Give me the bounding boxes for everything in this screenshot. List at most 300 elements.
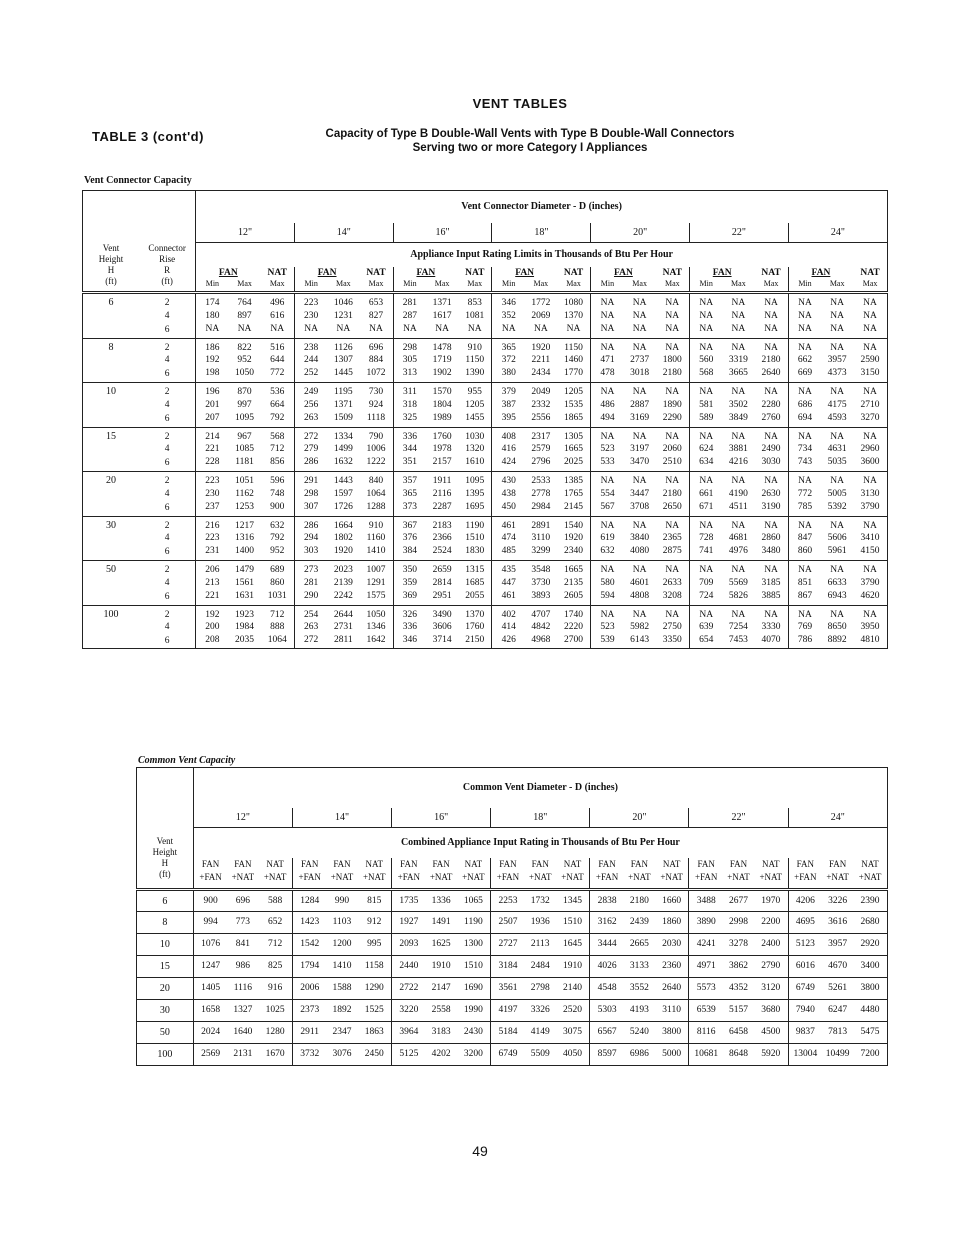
- value-cell: 2630: [761, 488, 781, 499]
- value-cell: 281: [294, 577, 327, 590]
- value-cell: 1327: [227, 1000, 258, 1022]
- table-row: [137, 1000, 888, 1022]
- blank-left-diameters: [137, 808, 194, 828]
- value-cell: 851: [788, 577, 821, 590]
- value-cell: 1080: [564, 298, 584, 308]
- value-cell: 3075: [556, 1022, 590, 1044]
- value-cell: NA: [294, 322, 327, 338]
- value-cell: 1927: [392, 912, 426, 934]
- value-cell: NA: [731, 565, 746, 575]
- value-cell: NA: [665, 520, 680, 531]
- value-cell: 2920: [853, 934, 887, 956]
- value-cell: 13004: [788, 1044, 822, 1066]
- fan-header: [591, 267, 656, 279]
- value-cell: 1510: [465, 533, 485, 543]
- value-cell: 2180: [761, 355, 781, 365]
- value-cell: 1525: [357, 1000, 391, 1022]
- value-cell: 4601: [630, 577, 650, 588]
- value-cell: 1162: [235, 488, 254, 499]
- combo-header-top: FAN: [590, 858, 624, 872]
- value-cell: 860: [788, 545, 821, 561]
- value-cell: 198: [196, 367, 229, 383]
- value-cell: 560: [690, 354, 723, 367]
- value-cell: 2644: [333, 609, 353, 620]
- value-cell: 3950: [860, 622, 880, 632]
- value-cell: 4190: [728, 488, 748, 499]
- vent-height-label-line: (ft): [159, 869, 171, 879]
- value-cell: NA: [788, 338, 821, 354]
- value-cell: 867: [788, 589, 821, 605]
- vent-height-label-line: Vent: [156, 836, 174, 846]
- value-cell: 3480: [754, 545, 788, 561]
- value-cell: 580: [591, 577, 624, 590]
- value-cell: 4670: [822, 956, 853, 978]
- value-cell: 847: [788, 532, 821, 545]
- value-cell: 2253: [491, 890, 525, 912]
- value-cell: 367: [393, 516, 426, 532]
- value-cell: 3133: [624, 956, 655, 978]
- value-cell: 379: [492, 383, 525, 399]
- value-cell: 2484: [525, 956, 556, 978]
- value-cell: NA: [591, 561, 624, 577]
- value-cell: 230: [294, 310, 327, 323]
- min-max-header: Min: [393, 279, 426, 293]
- vent-height-label-line: H: [161, 858, 169, 868]
- value-cell: NA: [764, 310, 778, 321]
- nat-header: NAT: [366, 267, 386, 278]
- value-cell: 764: [237, 298, 252, 308]
- value-cell: 2710: [860, 399, 880, 410]
- value-cell: 1802: [333, 533, 353, 543]
- value-cell: 2139: [333, 577, 353, 588]
- value-cell: 3185: [761, 577, 781, 588]
- value-cell: 3326: [525, 1000, 556, 1022]
- value-cell: 6943: [821, 589, 853, 605]
- value-cell: 1865: [557, 411, 591, 427]
- combo-header-top: NAT: [861, 859, 879, 869]
- table-row: [83, 338, 888, 354]
- value-cell: 3470: [624, 456, 656, 472]
- value-cell: 1989: [426, 411, 458, 427]
- value-cell: 1499: [333, 444, 353, 454]
- value-cell: 3030: [754, 456, 788, 472]
- diameter-4: 20": [591, 223, 690, 243]
- combo-header-bottom: +FAN: [788, 872, 822, 890]
- value-cell: 287: [393, 310, 426, 323]
- value-cell: 5035: [821, 456, 853, 472]
- value-cell: 3278: [723, 934, 754, 956]
- value-cell: NA: [591, 516, 624, 532]
- value-cell: 1370: [564, 310, 584, 321]
- value-cell: 1719: [432, 355, 452, 365]
- value-cell: 4620: [853, 589, 887, 605]
- value-cell: 1772: [531, 298, 551, 308]
- value-cell: 4695: [788, 912, 822, 934]
- table-row: [83, 532, 888, 545]
- value-cell: 313: [393, 367, 426, 383]
- value-cell: 5157: [723, 1000, 754, 1022]
- value-cell: 581: [690, 399, 723, 412]
- value-cell: 369: [393, 589, 426, 605]
- value-cell: 6247: [822, 1000, 853, 1022]
- value-cell: 632: [591, 545, 624, 561]
- value-cell: NA: [690, 310, 723, 323]
- value-cell: 3220: [392, 1000, 426, 1022]
- connector-rise-label-line: Connector: [148, 243, 186, 253]
- value-cell: 3299: [525, 545, 557, 561]
- value-cell: NA: [690, 338, 723, 354]
- value-cell: NA: [764, 387, 778, 397]
- value-cell: 1910: [426, 956, 457, 978]
- value-cell: 4971: [689, 956, 723, 978]
- min-max-header: Max: [821, 279, 853, 293]
- value-cell: NA: [632, 609, 647, 620]
- value-cell: 652: [258, 912, 292, 934]
- value-cell: 3890: [689, 912, 723, 934]
- value-cell: NA: [690, 472, 723, 488]
- combo-header-bottom: +NAT: [723, 872, 754, 890]
- value-cell: NA: [788, 472, 821, 488]
- fan-header-text: FAN: [613, 267, 633, 278]
- fan-header-text: FAN: [218, 267, 238, 278]
- value-cell: 1685: [465, 577, 485, 588]
- value-cell: 619: [591, 532, 624, 545]
- value-cell: 3606: [432, 622, 452, 632]
- min-max-header: Max: [525, 279, 557, 293]
- value-cell: 741: [690, 545, 723, 561]
- vent-height-cell: 8: [83, 338, 140, 383]
- combo-header-top: NAT: [365, 859, 383, 869]
- value-cell: 2055: [458, 589, 492, 605]
- value-cell: 1371: [432, 298, 452, 308]
- value-cell: 2450: [364, 1049, 384, 1060]
- min-max-header: Max: [656, 279, 690, 293]
- value-cell: 1007: [366, 565, 386, 575]
- value-cell: 616: [270, 310, 285, 321]
- value-cell: 10499: [825, 1049, 850, 1060]
- diameter-header: Common Vent Diameter - D (inches): [462, 782, 618, 794]
- value-cell: 8597: [590, 1044, 624, 1066]
- value-cell: 1390: [458, 367, 492, 383]
- value-cell: 298: [393, 338, 426, 354]
- value-cell: 523: [591, 443, 624, 456]
- value-cell: 3110: [531, 533, 551, 543]
- value-cell: 3840: [630, 533, 650, 543]
- table-label: TABLE 3 (cont'd): [92, 129, 204, 144]
- value-cell: 325: [393, 411, 426, 427]
- fan-header-text: FAN: [416, 267, 436, 278]
- table-row: [83, 621, 888, 634]
- value-cell: 1050: [366, 609, 386, 620]
- value-cell: 1640: [227, 1022, 258, 1044]
- value-cell: NA: [863, 431, 877, 442]
- value-cell: 1072: [359, 367, 393, 383]
- value-cell: 1158: [357, 956, 391, 978]
- value-cell: NA: [665, 342, 680, 353]
- value-cell: 4810: [860, 634, 880, 645]
- value-cell: 1031: [261, 589, 295, 605]
- value-cell: 336: [393, 621, 426, 634]
- value-cell: 2650: [656, 500, 690, 516]
- value-cell: 2145: [557, 500, 591, 516]
- value-cell: 897: [237, 310, 252, 321]
- value-cell: 196: [205, 387, 220, 397]
- table-row: [83, 399, 888, 412]
- value-cell: 910: [368, 520, 384, 531]
- value-cell: 632: [270, 520, 285, 531]
- value-cell: 223: [294, 293, 327, 310]
- value-cell: NA: [665, 387, 680, 397]
- value-cell: NA: [591, 383, 624, 399]
- value-cell: 6986: [629, 1049, 649, 1060]
- value-cell: 496: [270, 298, 285, 308]
- rise-cell: 2: [139, 516, 196, 532]
- combo-header-bottom: +NAT: [457, 872, 491, 890]
- value-cell: 5826: [722, 589, 754, 605]
- value-cell: 734: [788, 443, 821, 456]
- value-cell: 3184: [491, 956, 525, 978]
- value-cell: 5125: [392, 1044, 426, 1066]
- rise-cell: 6: [139, 500, 196, 516]
- value-cell: 2633: [662, 577, 682, 588]
- value-cell: 4808: [624, 589, 656, 605]
- value-cell: 2340: [557, 545, 591, 561]
- vent-height-cell: 50: [137, 1022, 194, 1044]
- fan-header: [393, 267, 458, 279]
- value-cell: 1740: [564, 609, 584, 620]
- value-cell: NA: [665, 310, 680, 321]
- value-cell: 207: [196, 411, 229, 427]
- value-cell: 3561: [491, 978, 525, 1000]
- value-cell: 7453: [728, 634, 748, 645]
- value-cell: 1632: [327, 456, 359, 472]
- value-cell: 387: [492, 399, 525, 412]
- nat-header: NAT: [662, 267, 682, 278]
- fan-nat-row: [83, 267, 888, 279]
- value-cell: 424: [492, 456, 525, 472]
- value-cell: 536: [270, 387, 285, 397]
- value-cell: NA: [863, 310, 877, 321]
- value-cell: 2737: [630, 355, 650, 365]
- rise-cell: 4: [139, 354, 196, 367]
- combo-header-bottom: +NAT: [624, 872, 655, 890]
- value-cell: 2147: [426, 978, 457, 1000]
- value-cell: NA: [591, 605, 624, 621]
- value-cell: 3270: [853, 411, 887, 427]
- value-cell: 5961: [821, 545, 853, 561]
- value-cell: 3957: [827, 355, 847, 365]
- value-cell: 8892: [827, 634, 847, 645]
- value-cell: 180: [205, 310, 220, 321]
- value-cell: 4548: [590, 978, 624, 1000]
- value-cell: 696: [227, 890, 258, 912]
- value-cell: 3190: [754, 500, 788, 516]
- value-cell: 5303: [590, 1000, 624, 1022]
- table-row: [83, 634, 888, 649]
- value-cell: 402: [492, 605, 525, 621]
- value-cell: 2605: [557, 589, 591, 605]
- value-cell: 4149: [525, 1022, 556, 1044]
- table-subtitle: [300, 127, 760, 155]
- value-cell: 3502: [728, 399, 748, 410]
- table-row: [83, 605, 888, 621]
- value-cell: 2569: [201, 1049, 221, 1060]
- value-cell: 790: [368, 431, 384, 442]
- diameter-4: 20": [590, 808, 689, 828]
- value-cell: 661: [690, 488, 723, 501]
- value-cell: 900: [193, 890, 227, 912]
- value-cell: 7813: [822, 1022, 853, 1044]
- value-cell: 5982: [630, 622, 650, 632]
- value-cell: 3800: [655, 1022, 689, 1044]
- value-cell: 884: [368, 355, 384, 365]
- value-cell: 827: [368, 310, 384, 321]
- value-cell: 3790: [860, 577, 880, 588]
- value-cell: 263: [294, 621, 327, 634]
- value-cell: 1085: [235, 444, 255, 454]
- fan-header: [196, 267, 261, 279]
- value-cell: 3490: [432, 609, 452, 620]
- value-cell: 4206: [788, 890, 822, 912]
- value-cell: 5005: [827, 488, 847, 499]
- rise-cell: 4: [139, 443, 196, 456]
- value-cell: 1732: [525, 890, 556, 912]
- value-cell: 2524: [426, 545, 458, 561]
- value-cell: 860: [270, 577, 285, 588]
- table-row: [137, 956, 888, 978]
- value-cell: 3790: [853, 500, 887, 516]
- combo-header-top: NAT: [762, 859, 780, 869]
- value-cell: 4681: [728, 533, 748, 543]
- value-cell: 426: [492, 634, 525, 649]
- value-cell: 900: [261, 500, 295, 516]
- value-cell: 286: [294, 456, 327, 472]
- combo-header-top: FAN: [689, 858, 723, 872]
- value-cell: 1280: [258, 1022, 292, 1044]
- value-cell: 2984: [525, 500, 557, 516]
- value-cell: 1222: [359, 456, 393, 472]
- value-cell: 4080: [624, 545, 656, 561]
- vent-height-label-line: H: [107, 265, 115, 275]
- value-cell: 3350: [662, 634, 682, 645]
- diameter-header: Vent Connector Diameter - D (inches): [461, 201, 622, 213]
- value-cell: NA: [731, 476, 746, 486]
- value-cell: 2183: [432, 520, 452, 531]
- rise-cell: 6: [139, 322, 196, 338]
- value-cell: 461: [492, 589, 525, 605]
- value-cell: NA: [632, 342, 647, 353]
- value-cell: 373: [393, 500, 426, 516]
- value-cell: NA: [788, 322, 821, 338]
- table-row: [83, 488, 888, 501]
- fan-nat-bottom-row: [137, 872, 888, 890]
- value-cell: 1126: [333, 342, 353, 353]
- value-cell: 1046: [333, 298, 353, 308]
- value-cell: NA: [393, 322, 426, 338]
- value-cell: 4842: [531, 622, 551, 632]
- value-cell: 1617: [432, 310, 452, 321]
- value-cell: NA: [492, 322, 525, 338]
- value-cell: 997: [237, 399, 252, 410]
- value-cell: 2510: [656, 456, 690, 472]
- value-cell: NA: [830, 431, 845, 442]
- value-cell: 1860: [655, 912, 689, 934]
- value-cell: 990: [327, 890, 358, 912]
- value-cell: 365: [492, 338, 525, 354]
- value-cell: NA: [591, 310, 624, 323]
- value-cell: 3616: [822, 912, 853, 934]
- value-cell: 2778: [531, 488, 551, 499]
- value-cell: 2332: [531, 399, 551, 410]
- value-cell: 728: [690, 532, 723, 545]
- value-cell: 3444: [590, 934, 624, 956]
- value-cell: 228: [196, 456, 229, 472]
- combo-header-top: FAN: [531, 859, 549, 869]
- value-cell: 1290: [357, 978, 391, 1000]
- value-cell: 4193: [624, 1000, 655, 1022]
- value-cell: NA: [830, 609, 845, 620]
- value-cell: NA: [591, 322, 624, 338]
- value-cell: 3200: [463, 1049, 483, 1060]
- value-cell: 1065: [457, 890, 491, 912]
- table-row: [83, 456, 888, 472]
- value-cell: 3552: [624, 978, 655, 1000]
- table-row: [83, 500, 888, 516]
- value-cell: NA: [863, 342, 877, 353]
- value-cell: 1051: [235, 476, 255, 486]
- combo-header-bottom: +FAN: [590, 872, 624, 890]
- value-cell: 1735: [392, 890, 426, 912]
- rise-cell: 6: [139, 411, 196, 427]
- value-cell: 1118: [359, 411, 393, 427]
- value-cell: 5509: [530, 1049, 550, 1060]
- value-cell: 2220: [564, 622, 584, 632]
- value-cell: 5392: [821, 500, 853, 516]
- value-cell: 5569: [728, 577, 748, 588]
- value-cell: 3893: [525, 589, 557, 605]
- vent-height-label: [83, 243, 140, 293]
- value-cell: 1116: [227, 978, 258, 1000]
- value-cell: 1665: [564, 565, 584, 575]
- value-cell: 567: [591, 500, 624, 516]
- value-cell: 2760: [754, 411, 788, 427]
- value-cell: 1334: [333, 431, 353, 442]
- combo-header-top: FAN: [432, 859, 450, 869]
- value-cell: 653: [368, 298, 384, 308]
- value-cell: 3410: [860, 533, 880, 543]
- value-cell: 2060: [662, 444, 682, 454]
- vent-height-cell: 20: [83, 472, 140, 517]
- value-cell: 4050: [563, 1049, 582, 1060]
- value-cell: NA: [731, 310, 746, 321]
- value-cell: 1695: [458, 500, 492, 516]
- value-cell: NA: [591, 293, 624, 310]
- min-max-header: Max: [261, 279, 295, 293]
- value-cell: 3885: [754, 589, 788, 605]
- value-cell: 231: [196, 545, 229, 561]
- combo-header-top: NAT: [464, 859, 483, 869]
- vent-height-label-line: (ft): [105, 276, 117, 286]
- value-cell: 3319: [728, 355, 748, 365]
- value-cell: 8648: [728, 1049, 748, 1060]
- value-cell: 1443: [333, 476, 353, 486]
- value-cell: 709: [690, 577, 723, 590]
- vent-height-cell: 6: [83, 293, 140, 339]
- value-cell: 662: [788, 354, 821, 367]
- value-cell: 1305: [564, 431, 584, 442]
- value-cell: 3800: [853, 978, 887, 1000]
- value-cell: 825: [258, 956, 292, 978]
